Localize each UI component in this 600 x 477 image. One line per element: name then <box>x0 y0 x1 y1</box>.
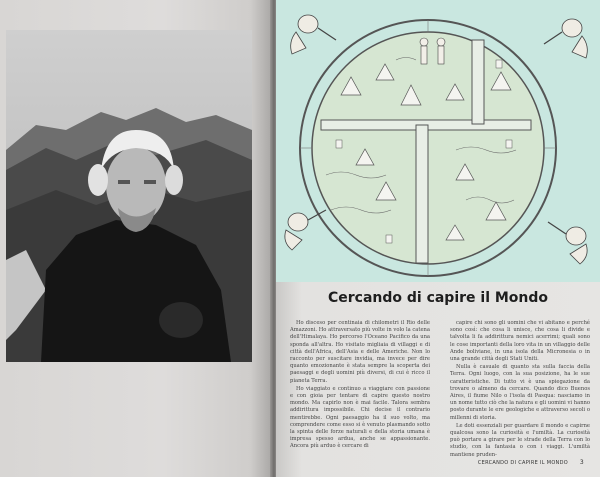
portrait-photo <box>6 30 252 362</box>
running-head: CERCANDO DI CAPIRE IL MONDO <box>477 460 568 466</box>
chapter-title: Cercando di capire il Mondo <box>327 290 549 306</box>
text-column-2 <box>450 320 590 460</box>
paragraph: Nulla è casuale di quanto sta sulla faccia della Terra. Ogni luogo, con la sua posizione, ha le sue caratteristiche. Di tutto vi è una spiegazione da trovare o almeno da cercare. Quando dico Buenos Aires, il fiume Nilo o l'isola di Pasqua: nasciamo in un nome tutto ciò che la natura e gli uomini vi hanno posto durante le ere geologiche e attraverso secoli o millenni di storia. <box>450 364 590 421</box>
paragraph: capire chi sono gli uomini che vi abitano e perché sono così: che cosa li unisce, che cosa li divide e talvolta li fa addirittura nemici acerrimi; quali sono le cose importanti della loro vita in un villaggio delle Ande boliviane, in una isola della Micronesia o in una grande città degli Stati Uniti. <box>450 320 590 363</box>
paragraph: Ho viaggiato e continuo a viaggiare con passione e con gioia per tentare di capire questo nostro mondo. Ma capirlo non è mai facile. Talora sembra addirittura impossibile. Chi decise il contrario mentirebbe. Ogni paesaggio ha il suo volto, ma comprendere come esso si è venuto plasmando sotto la spinta delle forze naturali e della storia umana è impresa spesso ardua, anche se appassionante. Ancora più arduo è cercare di <box>290 385 430 450</box>
paragraph: Le doti essenziali per guardare il mondo e capirne qualcosa sono la curiosità e l'umiltà. La curiosità può portare a girare per le strade della Terra con lo studio, con la fantasia o con i viaggi. L'umiltà mantiene pruden- <box>450 422 590 458</box>
text-column-1 <box>290 320 430 452</box>
paragraph: Ho disceso per centinaia di chilometri il Rio delle Amazzoni. Ho attraversato più volte in volo la catena dell'Himalaya. Ho percorso l'Oceano Pacifico da una sponda all'altra. Ho visitato migliaia di villaggi e di città dell'Africa, dell'Asia e delle Americhe. Non lo racconto per suscitare invidia, ma invece per dire quanto emozionante è stata sempre la scoperta dei paesaggi e degli uomini più diversi, di cui è ricco il pianeta Terra. <box>290 320 430 384</box>
left-page <box>0 0 272 477</box>
page-footer <box>478 459 584 466</box>
page-number: 3 <box>579 459 584 466</box>
medieval-world-map <box>276 0 600 282</box>
